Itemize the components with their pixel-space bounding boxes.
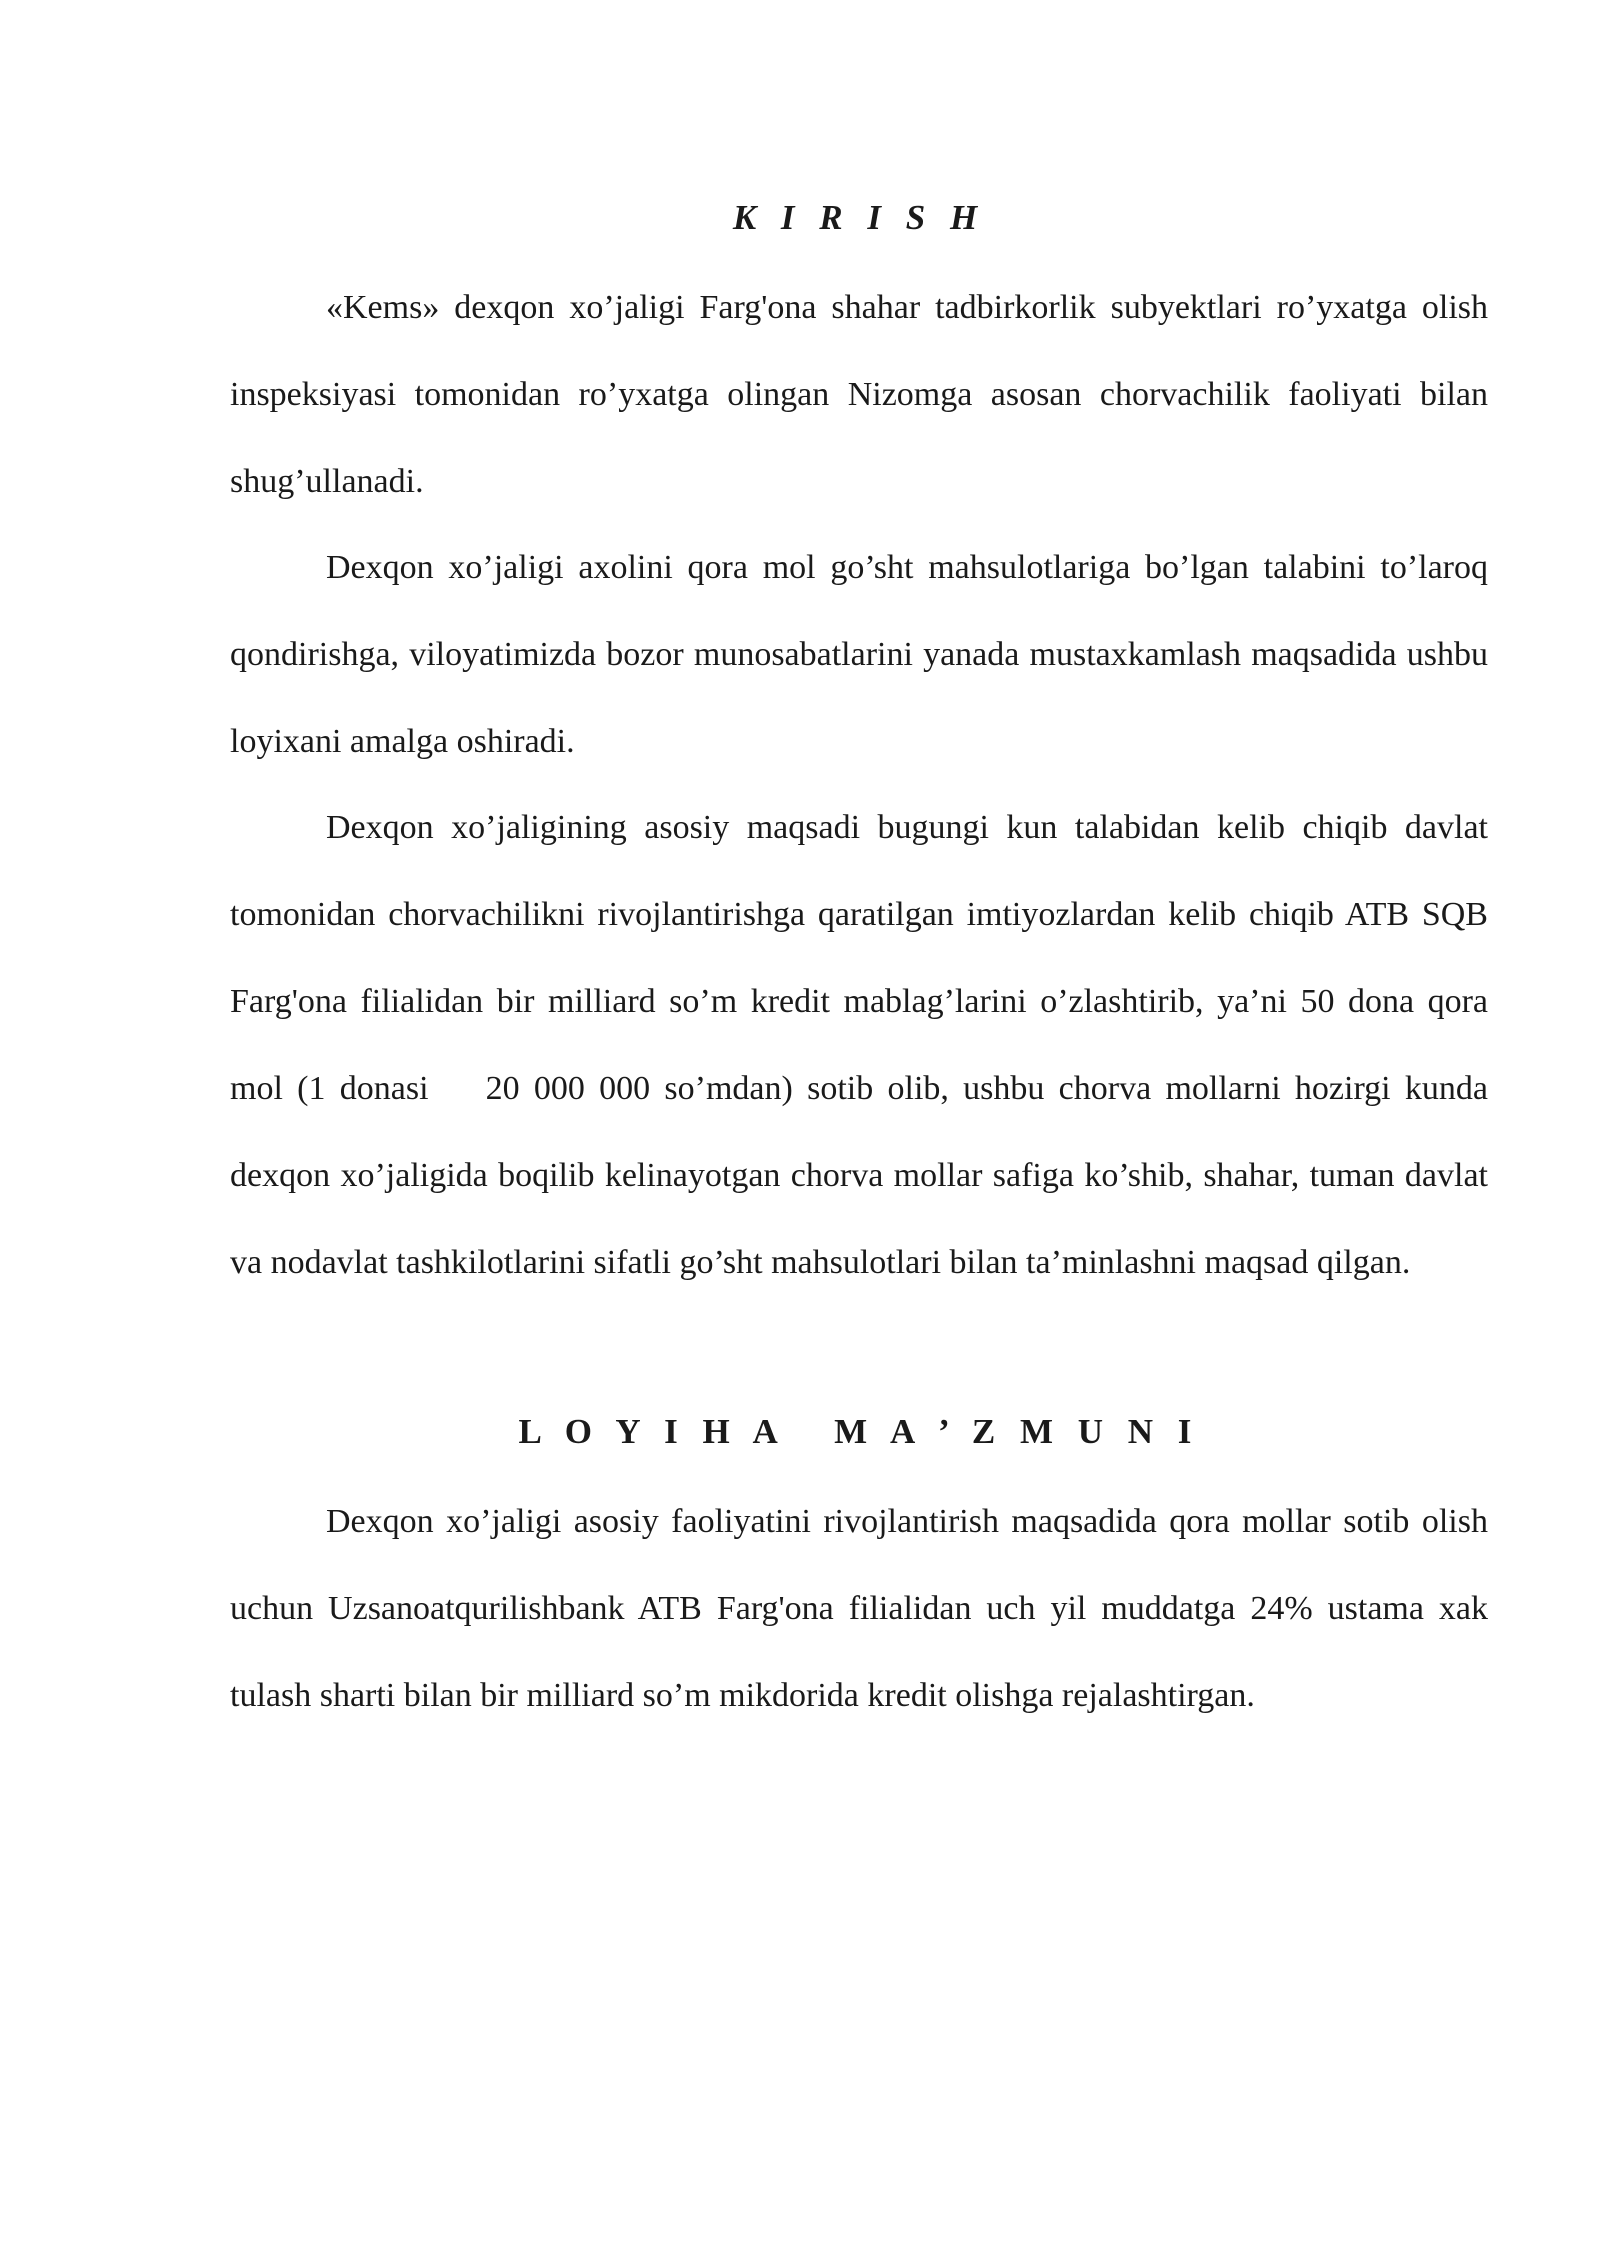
paragraph-project-1: Dexqon xo’jaligi asosiy faoliyatini rivojlantirish maqsadida qora mollar sotib olish uchun Uzsanoatqurilishbank ATB Farg'ona filialidan uch yil muddatga 24% ustama xak tulash sharti bilan bir milliard so’m mikdorida kredit olishga rejalashtirgan. <box>230 1503 1488 1714</box>
paragraph-intro-2: Dexqon xo’jaligi axolini qora mol go’sht mahsulotlariga bo’lgan talabini to’laroq qondirishga, viloyatimizda bozor munosabatlarini yanada mustaxkamlash maqsadida ushbu loyixani amalga oshiradi. <box>230 549 1488 760</box>
paragraph-intro-3: Dexqon xo’jaligining asosiy maqsadi bugungi kun talabidan kelib chiqib davlat tomonidan chorvachilikni rivojlantirishga qaratilgan imtiyozlardan kelib chiqib ATB SQB Farg'ona filialidan bir milliard so’m kredit mablag’larini o’zlashtirib, ya’ni 50 dona qora mol (1 donasi 20 000 000 so’mdan) sotib olib, ushbu chorva mollarni hozirgi kunda dexqon xo’jaligida boqilib kelinayotgan chorva mollar safiga ko’shib, shahar, tuman davlat va nodavlat tashkilotlarini sifatli go’sht mahsulotlari bilan ta’minlashni maqsad qilgan. <box>230 809 1497 1281</box>
section-heading-loyiha-mazmuni: L O Y I H A M A ’ Z M U N I <box>518 1412 1200 1451</box>
paragraph-intro-1: «Kems» dexqon xo’jaligi Farg'ona shahar tadbirkorlik subyektlari ro’yxatga olish inspeksiyasi tomonidan ro’yxatga olingan Nizomga asosan chorvachilik faoliyati bilan shug’ullanadi. <box>230 289 1488 500</box>
section-heading-kirish: K I R I S H <box>732 198 986 237</box>
